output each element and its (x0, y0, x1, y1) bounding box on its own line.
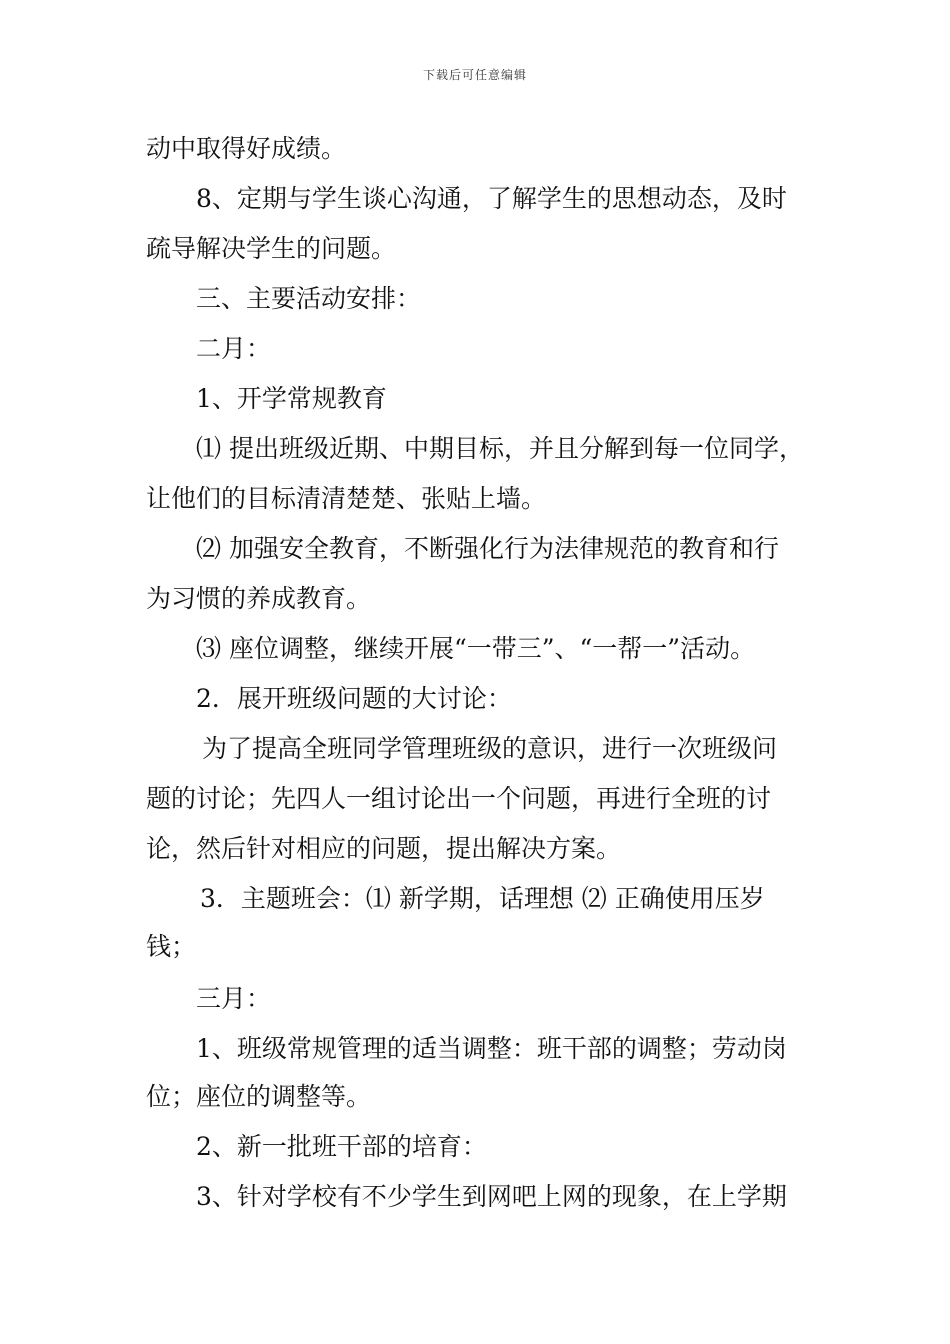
body-line: 论，然后针对相应的问题，提出解决方案。 (146, 834, 622, 863)
body-line: 3、针对学校有不少学生到网吧上网的现象，在上学期 (196, 1182, 787, 1211)
body-line: 2、新一批班干部的培育： (196, 1132, 487, 1161)
body-line: 二月： (196, 334, 272, 363)
body-line: 2．展开班级问题的大讨论： (196, 684, 512, 713)
body-line: ⑶ 座位调整，继续开展“一带三”、“一帮一”活动。 (196, 634, 756, 663)
body-line: 三月： (196, 984, 272, 1013)
body-line: 1、开学常规教育 (196, 384, 387, 413)
body-line: 为习惯的养成教育。 (146, 584, 372, 613)
page-header: 下载后可任意编辑 (422, 68, 527, 82)
body-line: 钱； (146, 932, 197, 961)
body-line: ⑴ 提出班级近期、中期目标，并且分解到每一位同学， (196, 434, 804, 463)
body-line: 三、主要活动安排： (196, 284, 422, 313)
body-line: ⑵ 加强安全教育，不断强化行为法律规范的教育和行 (196, 534, 779, 563)
body-line: 3．主题班会：⑴ 新学期，话理想 ⑵ 正确使用压岁 (200, 884, 765, 913)
body-line: 8、定期与学生谈心沟通，了解学生的思想动态，及时 (196, 184, 787, 213)
body-line: 为了提高全班同学管理班级的意识，进行一次班级问 (202, 734, 778, 763)
body-line: 疏导解决学生的问题。 (146, 234, 397, 263)
body-line: 1、班级常规管理的适当调整：班干部的调整；劳动岗 (196, 1034, 787, 1063)
body-line: 动中取得好成绩。 (146, 134, 347, 163)
body-line: 让他们的目标清清楚楚、张贴上墙。 (146, 484, 547, 513)
body-line: 题的讨论；先四人一组讨论出一个问题，再进行全班的讨 (146, 784, 772, 813)
body-line: 位；座位的调整等。 (146, 1082, 372, 1111)
